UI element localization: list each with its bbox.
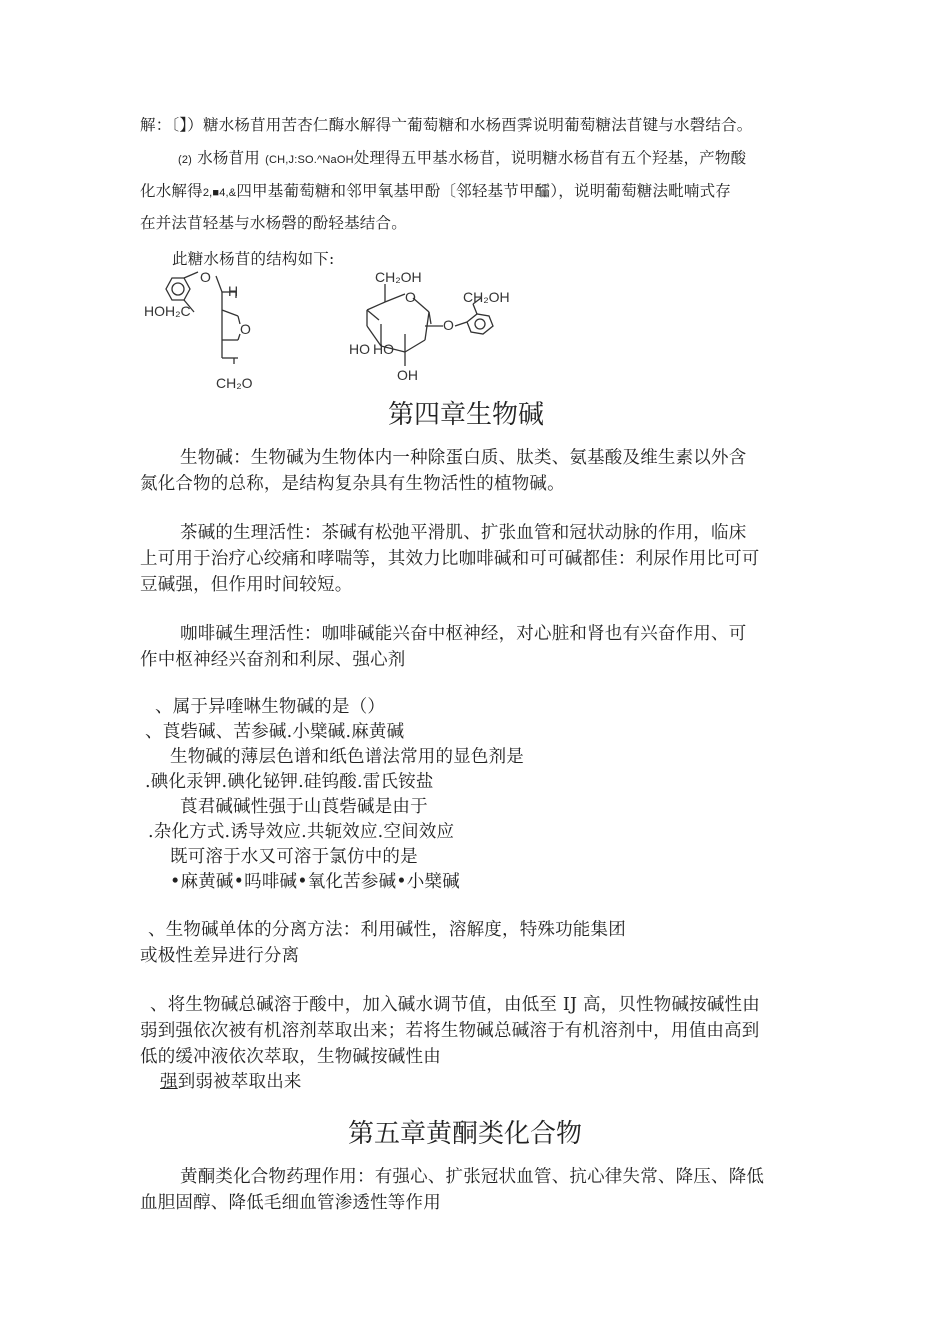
- ch4-p1-line-2: 氮化合物的总称，是结构复杂具有生物活性的植物碱。: [140, 474, 565, 494]
- glycosidic-oxygen-label: O: [443, 317, 454, 333]
- bond: [385, 294, 405, 302]
- separation-line-1: 、生物碱单体的分离方法：利用碱性，溶解度，特殊功能集团: [148, 920, 626, 940]
- benzene-ring: [467, 314, 493, 334]
- ch5-p1-line-1: 黄酮类化合物药理作用：有强心、扩张冠状血管、抗心律失常、降压、降低: [180, 1167, 765, 1187]
- question-2-options: .碘化汞钾.碘化铋钾.硅钨酸.雷氏铵盐: [145, 772, 434, 792]
- extraction-line-2: 弱到强依次被有机溶剂萃取出来；若将生物碱总碱溶于有机溶剂中，用值由高到: [140, 1021, 760, 1041]
- hydroxyl-label-1: HO: [349, 341, 370, 357]
- extraction-line-1: 、将生物碱总碱溶于酸中，加入碱水调节值，由低至 IJ 高，贝性物碱按碱性由: [150, 995, 760, 1015]
- intro-line-5: 此糖水杨苜的结构如下:: [172, 250, 335, 268]
- intro-line-2-text-b: 处理得五甲基水杨苜，说明糖水杨苜有五个羟基，产物酸: [353, 149, 747, 167]
- question-3-options: .杂化方式.诱导效应.共轭效应.空间效应: [148, 822, 455, 842]
- ch4-p1-line-1: 生物碱：生物碱为生物体内一种除蛋白质、肽类、氨基酸及维生素以外含: [180, 448, 747, 468]
- question-2: 生物碱的薄层色谱和纸色谱法常用的显色剂是: [170, 747, 524, 767]
- bond: [455, 322, 467, 326]
- bond: [216, 276, 222, 292]
- structure-left: [140, 268, 275, 390]
- question-4-options: •麻黄碱•吗啡碱•氧化苦参碱•小檗碱: [170, 872, 460, 892]
- reagent-formula: (CH,J:SO.^NaOH: [265, 154, 354, 166]
- hydrogen-label: H: [228, 283, 239, 299]
- benzene-ring: [166, 278, 190, 300]
- bond: [367, 302, 385, 310]
- underlined-word: 强: [160, 1072, 178, 1092]
- bond: [184, 272, 198, 278]
- ch4-p3-line-2: 作中枢神经兴奋剂和利尿、强心剂: [140, 650, 406, 670]
- bond: [222, 310, 238, 316]
- ring-oxygen-label: O: [405, 289, 416, 305]
- ch4-p2-line-2: 上可用于治疗心绞痛和哮喘等，其效力比咖啡碱和可可碱都佳：利尿作用比可可: [140, 549, 760, 569]
- intro-line-3-text-a: 化水解得: [140, 182, 203, 200]
- question-1-options: 、莨砦碱、苦参碱.小檗碱.麻黄碱: [145, 722, 405, 742]
- extraction-line-3: 低的缓冲液依次萃取，生物碱按碱性由: [140, 1047, 441, 1067]
- intro-line-4: 在并法苜轻基与水杨磬的酚轻基结合。: [140, 214, 407, 232]
- question-4: 既可溶于水又可溶于氯仿中的是: [170, 847, 418, 867]
- intro-line-3: [140, 179, 731, 201]
- bond: [429, 312, 431, 324]
- bond: [405, 340, 425, 352]
- bond: [367, 310, 379, 320]
- chapter-4-title: 第四章生物碱: [388, 400, 545, 430]
- extraction-line-4-text: 到弱被萃取出来: [177, 1072, 302, 1092]
- extraction-line-4: [160, 1068, 302, 1093]
- benzene-inner-circle: [172, 283, 184, 295]
- question-3: 莨君碱碱性强于山莨砦碱是由于: [180, 797, 428, 817]
- intro-line-2-text-a: 水杨苜用: [197, 149, 260, 167]
- position-formula: 2,■4,&: [202, 187, 237, 199]
- ch2oh-top-label: CH₂OH: [375, 269, 422, 285]
- hydroxymethyl-label: HOH₂C: [144, 303, 191, 319]
- ch2oh-ring-label: CH₂OH: [463, 289, 510, 305]
- hydroxyl-label-2: HO: [373, 341, 394, 357]
- ch4-p2-line-3: 豆碱强，但作用时间较短。: [140, 575, 353, 595]
- benzene-inner-circle: [475, 319, 485, 329]
- ch5-p1-line-2: 血胆固醇、降低毛细血管渗透性等作用: [140, 1193, 441, 1213]
- item-number: (2): [178, 154, 193, 166]
- ring-oxygen-label: O: [240, 321, 251, 337]
- bond: [473, 304, 477, 314]
- oxygen-label: O: [200, 269, 211, 285]
- ch4-p3-line-1: 咖啡碱生理活性：咖啡碱能兴奋中枢神经，对心脏和肾也有兴奋作用、可: [180, 624, 747, 644]
- chapter-5-title: 第五章黄酮类化合物: [348, 1119, 583, 1149]
- intro-line-1: 解：〔】）糖水杨苜用苦杏仁酶水解得亠葡萄糖和水杨酉霁说明葡萄糖法苜键与水磬结合。: [140, 116, 753, 134]
- intro-line-2: [178, 146, 746, 168]
- hydroxyl-label-3: OH: [397, 367, 418, 383]
- question-1: 、属于异喹啉生物碱的是（）: [155, 697, 386, 717]
- separation-line-2: 或极性差异进行分离: [140, 946, 300, 966]
- ch4-p2-line-1: 茶碱的生理活性：茶碱有松弛平滑肌、扩张血管和冠状动脉的作用，临床: [180, 523, 747, 543]
- structure-right: [345, 262, 525, 387]
- intro-line-3-text-b: 四甲基葡萄糖和邻甲氧基甲酚〔邻轻基节甲醽），说明葡萄糖法毗喃式存: [236, 182, 731, 200]
- ch2o-label: CH₂O: [216, 375, 253, 390]
